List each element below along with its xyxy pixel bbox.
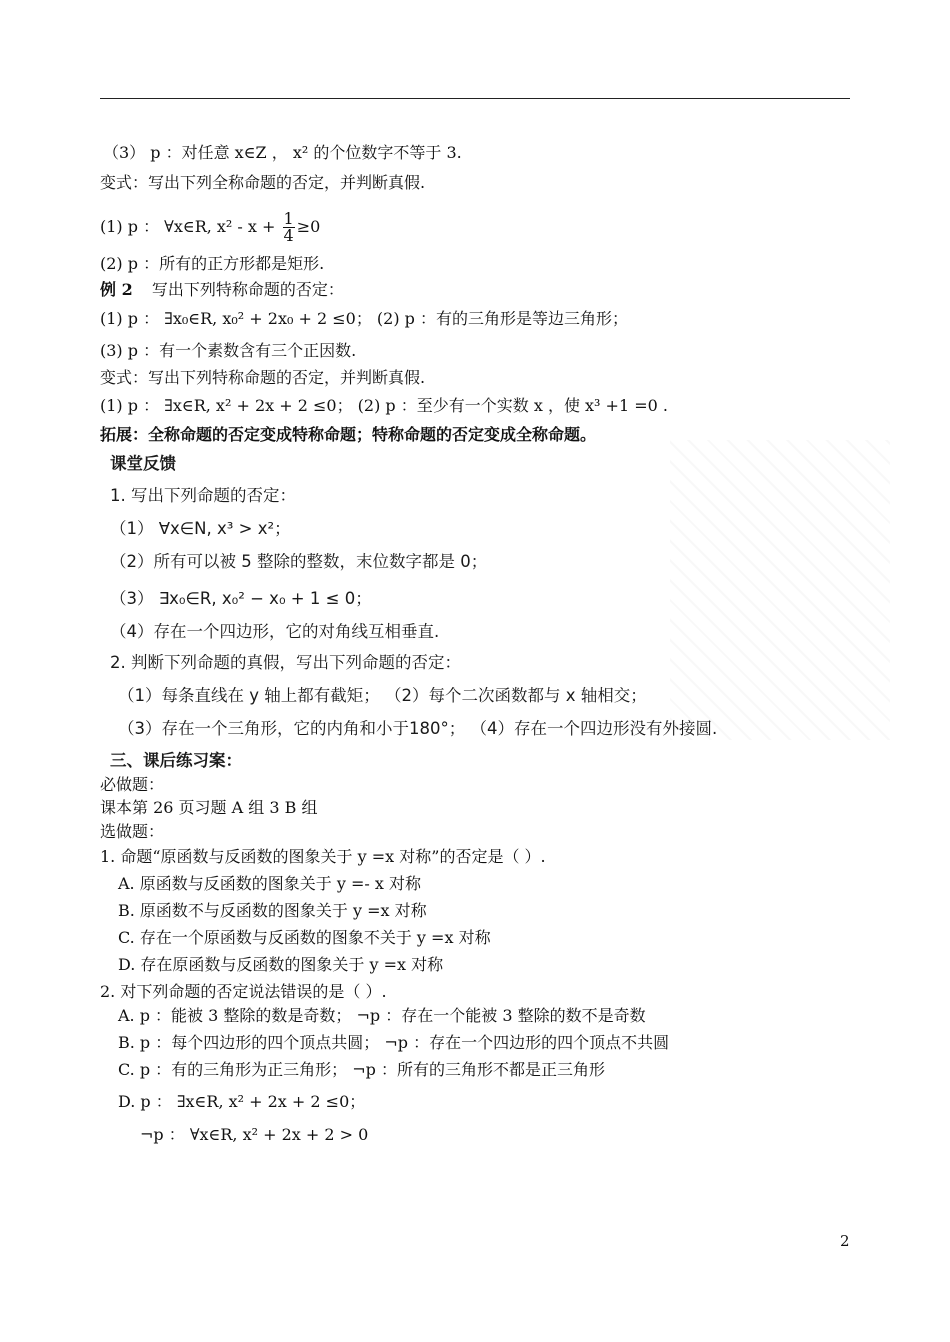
- example-2-line: [100, 280, 344, 300]
- optional-q2-option-d: D. p ： ∃x∈R, x² + 2x + 2 ≤0；: [118, 1092, 366, 1111]
- optional-q2-option-a: A. p ：能被 3 整除的数是奇数； ¬p ：存在一个能被 3 整除的数不是奇数: [118, 1006, 646, 1025]
- variant-heading-1: 变式：写出下列全称命题的否定，并判断真假.: [100, 173, 426, 192]
- optional-q1-option-d: D. 存在原函数与反函数的图象关于 y =x 对称: [118, 955, 444, 974]
- fraction-numerator: 1: [283, 209, 294, 228]
- example-2-items-1-2: (1) p ： ∃x₀∈R, x₀² + 2x₀ + 2 ≤0； (2) p ：有的三角形是等边三角形；: [100, 309, 628, 328]
- required-heading: 必做题：: [100, 775, 165, 794]
- example-2-label: 例 2: [100, 280, 133, 299]
- formula-forall-part: (1) p ： ∀x∈R, x² - x +: [100, 217, 281, 236]
- fraction-denominator: 4: [283, 226, 294, 245]
- optional-q2-option-c: C. p ：有的三角形为正三角形； ¬p ：所有的三角形不都是正三角形: [118, 1060, 605, 1079]
- variant-2-items: (1) p ： ∃x∈R, x² + 2x + 2 ≤0； (2) p ：至少有一个实数 x ，使 x³ +1 =0 .: [100, 396, 668, 415]
- feedback-q2: 2. 判断下列命题的真假，写出下列命题的否定：: [110, 653, 461, 672]
- feedback-q1-item-1: （1） ∀x∈N, x³ > x²；: [110, 519, 291, 538]
- feedback-q2-items-3-4: （3）存在一个三角形，它的内角和小于180°； （4）存在一个四边形没有外接圆.: [118, 719, 718, 738]
- header-rule: [100, 98, 850, 99]
- optional-q2-option-b: B. p ：每个四边形的四个顶点共圆； ¬p ：存在一个四边形的四个顶点不共圆: [118, 1033, 670, 1052]
- page-number: 2: [840, 1232, 850, 1250]
- extension-line: 拓展：全称命题的否定变成特称命题；特称命题的否定变成全称命题。: [100, 425, 597, 444]
- optional-q2-option-d-negation: ¬p ： ∀x∈R, x² + 2x + 2 > 0: [140, 1125, 369, 1144]
- optional-q2: 2. 对下列命题的否定说法错误的是（ ）.: [100, 982, 387, 1001]
- optional-q1: 1. 命题“原函数与反函数的图象关于 y =x 对称”的否定是（ ）.: [100, 847, 546, 866]
- variant-1-item-1: [100, 211, 320, 244]
- section-classroom-feedback: 课堂反馈: [110, 454, 176, 473]
- optional-q1-option-a: A. 原函数与反函数的图象关于 y =- x 对称: [118, 874, 421, 893]
- feedback-q1-item-3: （3） ∃x₀∈R, x₀² − x₀ + 1 ≤ 0；: [110, 589, 372, 608]
- required-content: 课本第 26 页习题 A 组 3 B 组: [100, 798, 318, 817]
- feedback-q1-item-2: （2）所有可以被 5 整除的整数，末位数字都是 0；: [110, 552, 488, 571]
- variant-1-item-2: (2) p ：所有的正方形都是矩形.: [100, 254, 325, 273]
- formula-ge-zero: ≥0: [296, 217, 321, 236]
- variant-heading-2: 变式：写出下列特称命题的否定，并判断真假.: [100, 368, 426, 387]
- line-3-p: （3） p ：对任意 x∈Z ， x² 的个位数字不等于 3.: [103, 143, 462, 162]
- feedback-q2-items-1-2: （1）每条直线在 y 轴上都有截矩； （2）每个二次函数都与 x 轴相交；: [118, 686, 647, 705]
- section-after-class: 三、课后练习案：: [110, 751, 242, 770]
- example-2-item-3: (3) p ：有一个素数含有三个正因数.: [100, 341, 357, 360]
- example-2-prompt: 写出下列特称命题的否定：: [151, 280, 344, 299]
- feedback-q1-item-4: （4）存在一个四边形，它的对角线互相垂直.: [110, 622, 440, 641]
- optional-heading: 选做题：: [100, 822, 165, 841]
- fraction-one-quarter: [283, 211, 295, 244]
- optional-q1-option-c: C. 存在一个原函数与反函数的图象不关于 y =x 对称: [118, 928, 491, 947]
- optional-q1-option-b: B. 原函数不与反函数的图象关于 y =x 对称: [118, 901, 427, 920]
- watermark: [670, 440, 890, 740]
- feedback-q1: 1. 写出下列命题的否定：: [110, 486, 296, 505]
